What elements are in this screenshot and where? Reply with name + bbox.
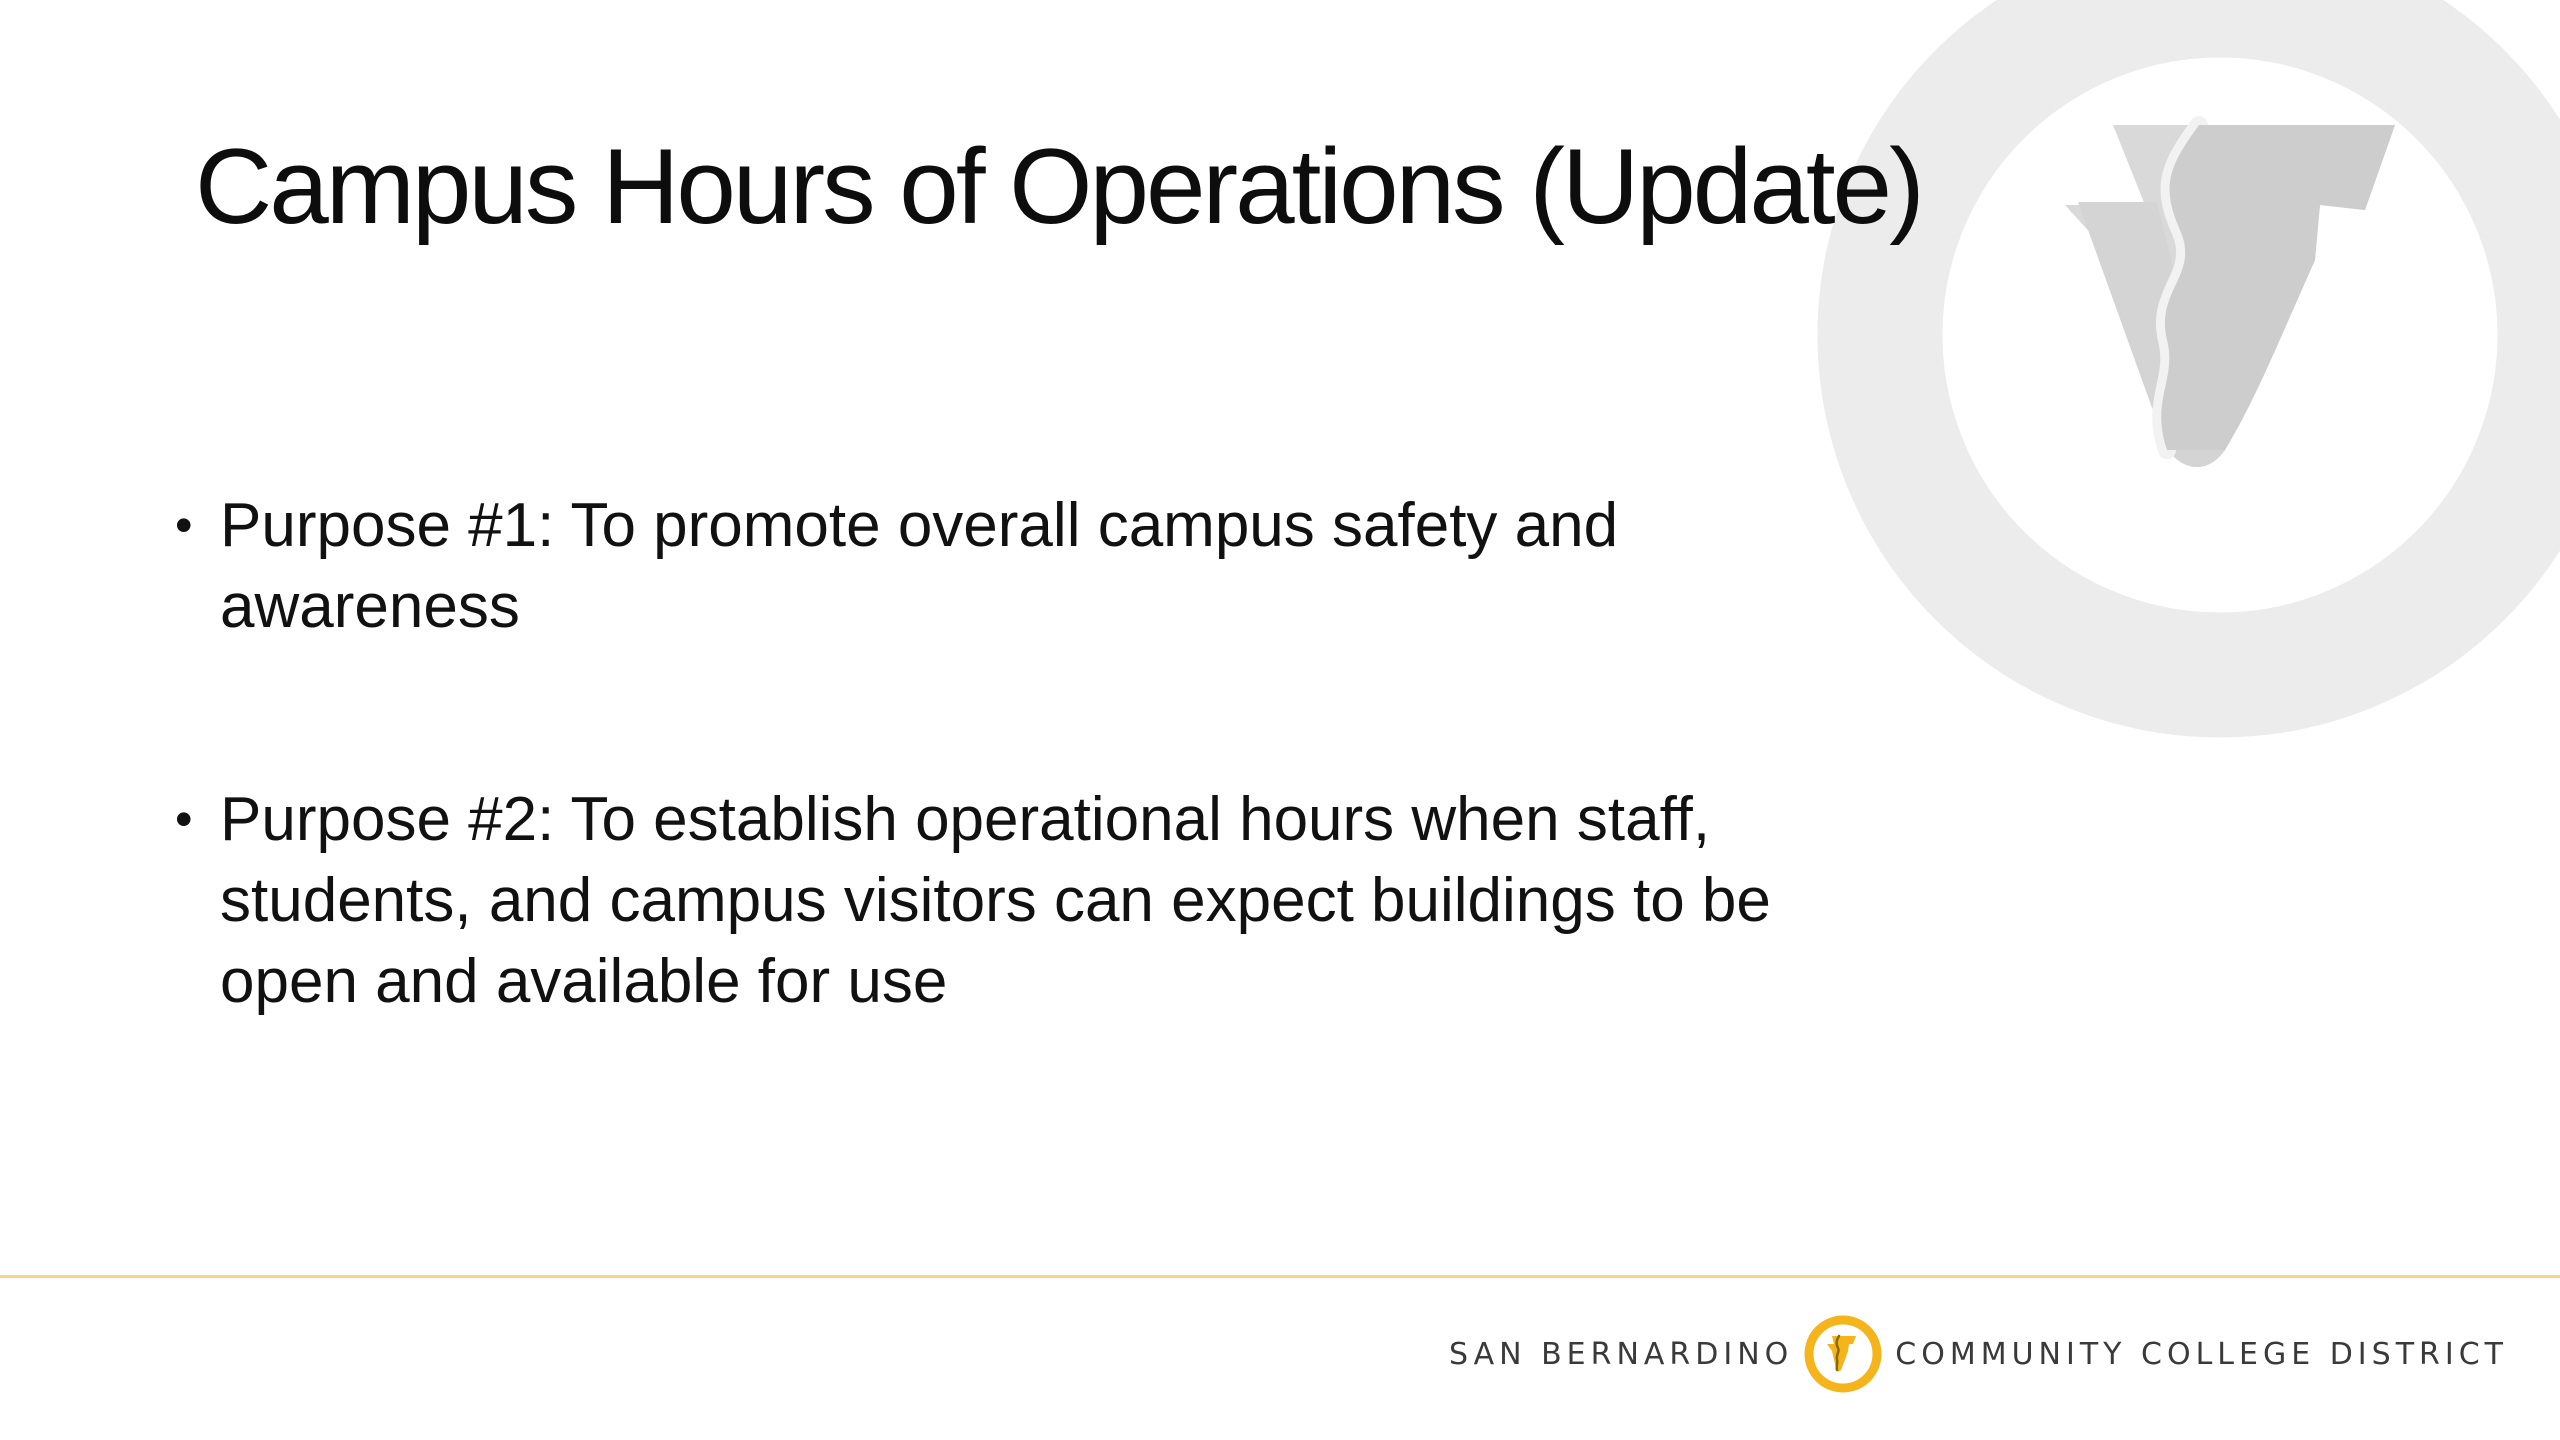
bullet-item-purpose-1 — [165, 485, 1805, 647]
arrowhead-logo-icon — [1803, 1314, 1883, 1394]
slide-title: Campus Hours of Operations (Update) — [195, 126, 1922, 246]
bullet-list — [165, 485, 1805, 1022]
bullet-dot-icon: • — [175, 497, 193, 553]
arrowhead-watermark-icon — [1815, 0, 2560, 740]
bullet-text: Purpose #1: To promote overall campus safety and awareness — [220, 491, 1619, 641]
brand-text-left: SAN BERNARDINO — [1448, 1336, 1794, 1372]
bullet-text: Purpose #2: To establish operational hours when staff, students, and campus visitors can expect buildings to be open and available for use — [220, 785, 1771, 1016]
bullet-item-purpose-2 — [165, 779, 1805, 1022]
footer-divider — [0, 1275, 2560, 1278]
bullet-dot-icon: • — [175, 791, 193, 847]
district-brand — [1449, 1312, 2508, 1396]
brand-text-right: COMMUNITY COLLEGE DISTRICT — [1895, 1336, 2508, 1372]
